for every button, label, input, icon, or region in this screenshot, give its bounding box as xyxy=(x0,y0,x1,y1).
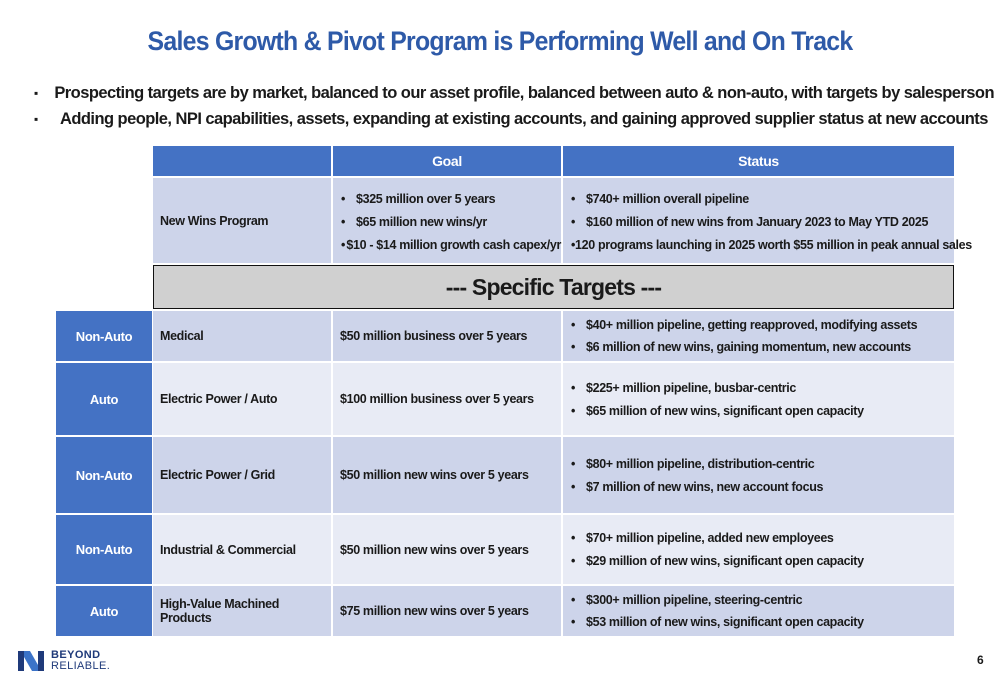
market-status-list xyxy=(563,311,954,361)
list-item: • $300+ million pipeline, steering-centric xyxy=(571,593,803,607)
header-status: Status xyxy=(563,146,954,176)
market-name: Medical xyxy=(153,311,331,361)
market-type-label: Non-Auto xyxy=(56,437,152,513)
list-item: • $65 million new wins/yr xyxy=(341,214,487,229)
bullet-item xyxy=(34,106,994,132)
market-name: Electric Power / Grid xyxy=(153,437,331,513)
market-goal: $75 million new wins over 5 years xyxy=(333,586,561,636)
header-blank xyxy=(153,146,331,176)
list-item: • $325 million over 5 years xyxy=(341,191,496,206)
list-item: • $70+ million pipeline, added new employees xyxy=(571,531,834,545)
list-item: • $7 million of new wins, new account focus xyxy=(571,479,824,494)
list-item: • $160 million of new wins from January 2023 to May YTD 2025 xyxy=(571,214,929,229)
new-wins-program-label: New Wins Program xyxy=(153,178,331,263)
list-item: • $80+ million pipeline, distribution-centric xyxy=(571,456,815,471)
market-type-label: Auto xyxy=(56,363,152,435)
market-status-list xyxy=(563,437,954,513)
header-goal: Goal xyxy=(333,146,561,176)
market-type-label: Non-Auto xyxy=(56,311,152,361)
specific-targets-banner: --- Specific Targets --- xyxy=(153,265,954,309)
list-item: • $10 - $14 million growth cash capex/yr xyxy=(341,237,561,252)
list-item: • $53 million of new wins, significant open capacity xyxy=(571,615,864,629)
list-item: • $740+ million overall pipeline xyxy=(571,191,749,206)
bullet-text: Adding people, NPI capabilities, assets, expanding at existing accounts, and gaining approved supplier status at new accounts xyxy=(60,109,988,128)
bullet-text: Prospecting targets are by market, balanced to our asset profile, balanced between auto & non-auto, with targets by salesperson xyxy=(54,83,994,102)
market-name: Electric Power / Auto xyxy=(153,363,331,435)
new-wins-goal-list xyxy=(333,178,561,263)
market-name: High-Value Machined Products xyxy=(153,586,331,636)
list-item: • $6 million of new wins, gaining momentum, new accounts xyxy=(571,340,911,354)
company-logo xyxy=(16,648,110,674)
market-type-label: Auto xyxy=(56,586,152,636)
market-name: Industrial & Commercial xyxy=(153,515,331,584)
market-goal: $50 million new wins over 5 years xyxy=(333,515,561,584)
new-wins-status-list xyxy=(563,178,972,263)
logo-mark-icon xyxy=(16,648,46,674)
page-title: Sales Growth & Pivot Program is Performing Well and On Track xyxy=(147,26,853,56)
page-number: 6 xyxy=(977,653,984,667)
bullet-marker: ▪ xyxy=(34,112,38,126)
bullet-item xyxy=(34,80,994,106)
bullet-list xyxy=(34,80,994,132)
list-item: • $40+ million pipeline, getting reapproved, modifying assets xyxy=(571,318,918,332)
market-goal: $50 million new wins over 5 years xyxy=(333,437,561,513)
market-goal: $100 million business over 5 years xyxy=(333,363,561,435)
list-item: • $29 million of new wins, significant open capacity xyxy=(571,554,864,568)
bullet-marker: ▪ xyxy=(34,86,38,100)
list-item: • 120 programs launching in 2025 worth $55 million in peak annual sales xyxy=(571,237,972,252)
market-status-list xyxy=(563,515,954,584)
market-status-list xyxy=(563,363,954,435)
list-item: • $225+ million pipeline, busbar-centric xyxy=(571,380,797,395)
market-goal: $50 million business over 5 years xyxy=(333,311,561,361)
list-item: • $65 million of new wins, significant open capacity xyxy=(571,403,864,418)
market-status-list xyxy=(563,586,954,636)
logo-wordmark: BEYOND RELIABLE. xyxy=(51,649,111,672)
market-type-label: Non-Auto xyxy=(56,515,152,584)
